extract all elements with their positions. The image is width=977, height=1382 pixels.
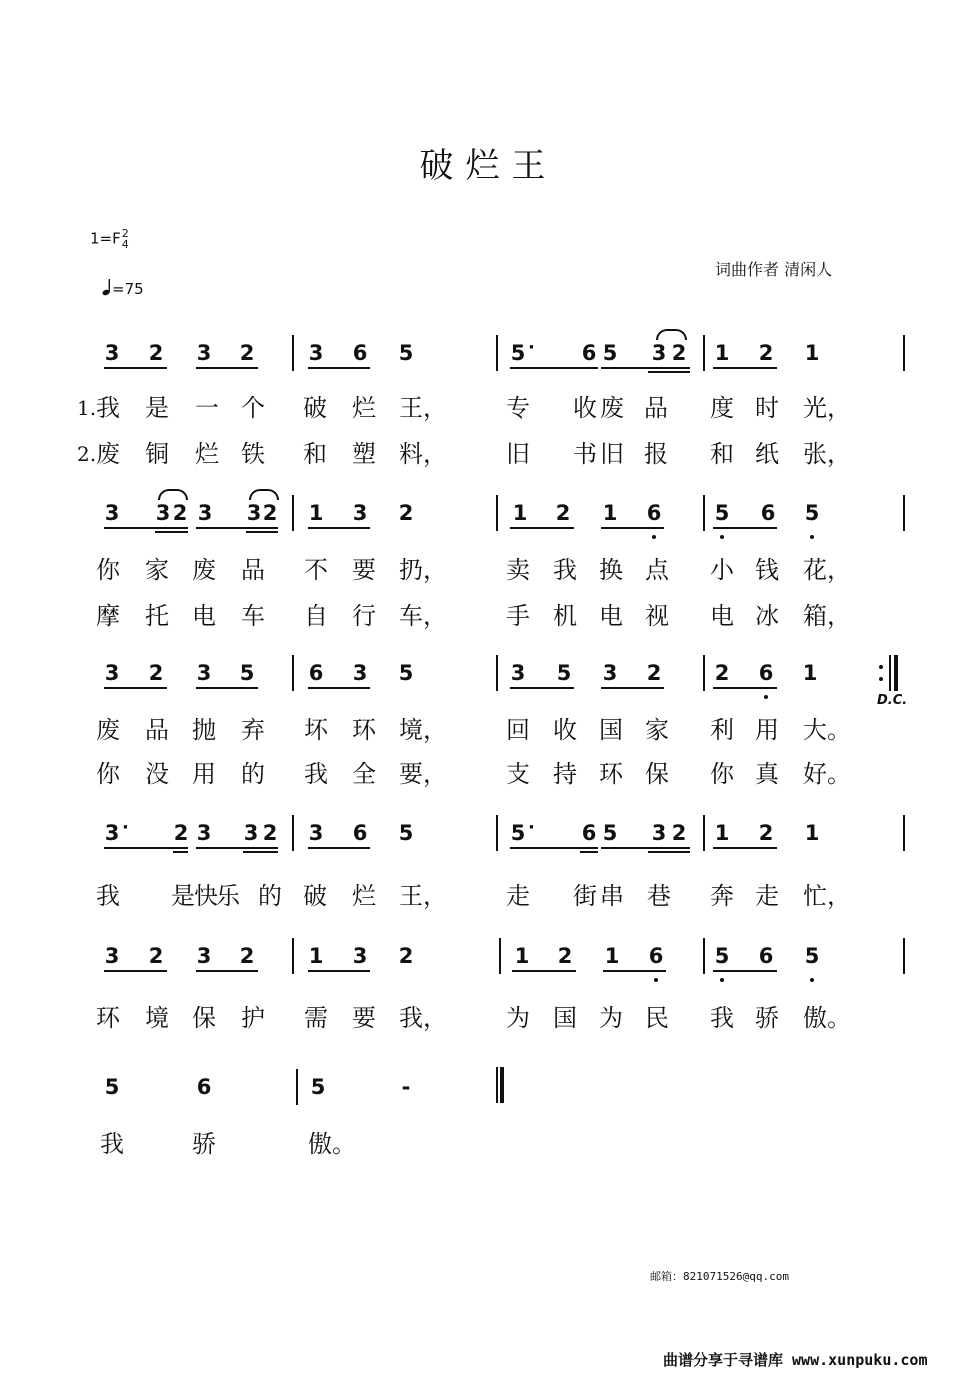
lyric-syllable: 自 xyxy=(304,602,328,630)
beam-line xyxy=(308,687,370,689)
lyric-syllable: 要 xyxy=(352,1004,376,1032)
lyric-syllable: 点 xyxy=(645,556,669,584)
lyric-syllable: 是 xyxy=(145,394,169,422)
email-contact: 邮箱：821071526@qq.com xyxy=(650,1270,789,1283)
sys4-note: 5 xyxy=(510,821,526,845)
sys2-note: 5 xyxy=(714,501,730,525)
lyric-syllable: 车 xyxy=(241,602,265,630)
bar-line xyxy=(703,495,705,531)
bar-line xyxy=(703,938,705,974)
lyric-syllable: 烂 xyxy=(195,440,219,468)
lyric-syllable: 国 xyxy=(599,716,623,744)
lyric-syllable: 光， xyxy=(803,394,851,422)
key-label: 1=F xyxy=(90,229,121,248)
low-octave-dot xyxy=(654,978,658,982)
bar-line xyxy=(903,938,905,974)
lyric-syllable: 支 xyxy=(506,760,530,788)
sys3-note: 3 xyxy=(104,661,120,685)
lyric-syllable: 保 xyxy=(192,1004,216,1032)
sys2-note: 2 xyxy=(262,501,278,525)
sys4-note: 3 xyxy=(196,821,212,845)
sys5-note: 2 xyxy=(557,944,573,968)
lyric-syllable: 扔， xyxy=(399,556,447,584)
bar-line xyxy=(703,335,705,371)
lyric-syllable: 和 xyxy=(303,440,327,468)
lyric-syllable: 好。 xyxy=(803,760,851,788)
sys1-note: 3 xyxy=(104,341,120,365)
beam-line xyxy=(308,970,370,972)
lyric-syllable: 铁 xyxy=(241,440,265,468)
sys5-note: 3 xyxy=(196,944,212,968)
beam-line xyxy=(104,687,167,689)
sys1-note: 3 xyxy=(196,341,212,365)
sys5-note: 2 xyxy=(398,944,414,968)
tie-arc xyxy=(249,489,279,500)
beam-line xyxy=(713,367,777,369)
sys5-note: 1 xyxy=(604,944,620,968)
lyric-syllable: 你 xyxy=(710,760,734,788)
beam-line xyxy=(510,847,598,849)
sys2-note: 5 xyxy=(804,501,820,525)
lyric-syllable: 箱， xyxy=(803,602,851,630)
lyric-syllable: 行 xyxy=(352,602,376,630)
lyric-syllable: 利 xyxy=(710,716,734,744)
lyric-syllable: 要 xyxy=(352,556,376,584)
sys1-note: 5 xyxy=(510,341,526,365)
beam-line xyxy=(196,847,278,849)
lyric-syllable: 环 xyxy=(352,716,376,744)
sys2-note: 1 xyxy=(602,501,618,525)
lyric-syllable: 全 xyxy=(352,760,376,788)
lyric-syllable: 托 xyxy=(145,602,169,630)
repeat-dot xyxy=(879,677,883,681)
beam-line-double xyxy=(173,851,188,853)
sys2-note: 3 xyxy=(104,501,120,525)
tie-arc xyxy=(158,489,188,500)
sys4-note: 3 xyxy=(243,821,259,845)
sys4-note: 6 xyxy=(352,821,368,845)
sys4-note: 3 xyxy=(308,821,324,845)
beam-line-double xyxy=(648,851,690,853)
low-octave-dot xyxy=(764,695,768,699)
lyric-syllable: 电 xyxy=(192,602,216,630)
lyric-syllable: 忙， xyxy=(803,882,851,910)
sys3-note: 5 xyxy=(556,661,572,685)
sys3-note: 2 xyxy=(148,661,164,685)
verse-number-2: 2. xyxy=(77,442,97,466)
beam-line xyxy=(603,970,666,972)
bar-line xyxy=(499,938,501,974)
lyric-syllable: 王， xyxy=(399,394,447,422)
sys2-note: 2 xyxy=(172,501,188,525)
sys3-note: 3 xyxy=(352,661,368,685)
sys4-note: 1 xyxy=(714,821,730,845)
sys4-note: 5 xyxy=(398,821,414,845)
beam-line xyxy=(308,847,370,849)
low-octave-dot xyxy=(720,978,724,982)
sys1-note: 2 xyxy=(148,341,164,365)
augmentation-dot: · xyxy=(122,817,129,838)
lyric-syllable: 旧 xyxy=(600,440,624,468)
lyric-syllable: 国 xyxy=(553,1004,577,1032)
sys2-note: 6 xyxy=(646,501,662,525)
sys5-note: 1 xyxy=(514,944,530,968)
beam-line xyxy=(510,367,598,369)
lyric-syllable: 摩 xyxy=(96,602,120,630)
beam-line xyxy=(601,847,690,849)
key-signature xyxy=(90,228,129,250)
sys4-note: 5 xyxy=(602,821,618,845)
lyric-syllable: 用 xyxy=(755,716,779,744)
sys6-note: 5 xyxy=(104,1075,120,1099)
beam-line-double xyxy=(246,531,278,533)
beam-line-double xyxy=(155,531,188,533)
beam-line xyxy=(510,527,574,529)
final-bar-thick xyxy=(500,1067,504,1103)
augmentation-dot: · xyxy=(528,817,535,838)
sys3-note: 3 xyxy=(602,661,618,685)
sys2-note: 2 xyxy=(555,501,571,525)
sys5-note: 6 xyxy=(648,944,664,968)
repeat-bar-thin xyxy=(889,655,891,691)
lyric-syllable: 我， xyxy=(399,1004,447,1032)
lyric-syllable: 为 xyxy=(506,1004,530,1032)
lyric-syllable: 品 xyxy=(145,716,169,744)
sys1-note: 1 xyxy=(714,341,730,365)
lyric-syllable: 大。 xyxy=(803,716,851,744)
lyric-syllable: 串 xyxy=(600,882,624,910)
beam-line xyxy=(601,687,664,689)
lyric-syllable: 骄 xyxy=(755,1004,779,1032)
sys2-note: 3 xyxy=(246,501,262,525)
lyric-syllable: 你 xyxy=(96,556,120,584)
lyric-syllable: 我 xyxy=(304,760,328,788)
sys5-note: 5 xyxy=(804,944,820,968)
sys3-note: 2 xyxy=(646,661,662,685)
lyric-syllable: 需 xyxy=(304,1004,328,1032)
lyric-syllable: 品 xyxy=(644,394,668,422)
sys1-note: 5 xyxy=(398,341,414,365)
lyric-syllable: 快 xyxy=(194,882,218,910)
lyric-syllable: 为 xyxy=(599,1004,623,1032)
sys5-note: 3 xyxy=(352,944,368,968)
sys5-note: 5 xyxy=(714,944,730,968)
lyric-syllable: 抛 xyxy=(192,716,216,744)
lyric-syllable: 卖 xyxy=(506,556,530,584)
beam-line xyxy=(196,527,278,529)
low-octave-dot xyxy=(810,535,814,539)
lyric-syllable: 机 xyxy=(553,602,577,630)
tempo-marking xyxy=(102,278,144,298)
lyric-syllable: 傲。 xyxy=(803,1004,851,1032)
sys5-note: 3 xyxy=(104,944,120,968)
sys6-note: - xyxy=(401,1075,411,1099)
lyric-syllable: 巷 xyxy=(647,882,671,910)
final-bar-thin xyxy=(496,1067,498,1103)
beam-line xyxy=(308,527,370,529)
lyric-syllable: 你 xyxy=(96,760,120,788)
sys2-note: 6 xyxy=(760,501,776,525)
sys5-note: 6 xyxy=(758,944,774,968)
verse-number-1: 1. xyxy=(77,396,97,420)
sys2-note: 2 xyxy=(398,501,414,525)
beam-line xyxy=(104,847,188,849)
lyric-syllable: 的 xyxy=(258,882,282,910)
sys5-note: 1 xyxy=(308,944,324,968)
beam-line xyxy=(104,527,188,529)
quarter-note-icon xyxy=(102,278,112,296)
beam-line-double xyxy=(243,851,278,853)
lyric-syllable: 民 xyxy=(645,1004,669,1032)
lyric-syllable: 境， xyxy=(399,716,447,744)
lyric-syllable: 品 xyxy=(241,556,265,584)
lyric-syllable: 没 xyxy=(145,760,169,788)
lyric-syllable: 走 xyxy=(506,882,530,910)
beam-line xyxy=(601,527,664,529)
lyric-syllable: 张， xyxy=(803,440,851,468)
beam-line xyxy=(104,367,167,369)
lyric-syllable: 废 xyxy=(192,556,216,584)
lyric-syllable: 家 xyxy=(145,556,169,584)
lyric-syllable: 境 xyxy=(145,1004,169,1032)
lyric-syllable: 用 xyxy=(192,760,216,788)
lyric-syllable: 骄 xyxy=(192,1130,216,1158)
sys3-note: 5 xyxy=(398,661,414,685)
lyric-syllable: 纸 xyxy=(755,440,779,468)
sys3-note: 3 xyxy=(510,661,526,685)
lyric-syllable: 铜 xyxy=(145,440,169,468)
beam-line xyxy=(104,970,167,972)
sys4-note: 3 xyxy=(651,821,667,845)
bar-line xyxy=(296,1069,298,1105)
lyric-syllable: 的 xyxy=(241,760,265,788)
lyric-syllable: 奔 xyxy=(710,882,734,910)
lyric-syllable: 护 xyxy=(241,1004,265,1032)
beam-line xyxy=(196,687,258,689)
lyric-syllable: 废 xyxy=(600,394,624,422)
sys5-note: 2 xyxy=(148,944,164,968)
song-title: 破烂王 xyxy=(419,146,558,186)
lyric-syllable: 烂 xyxy=(352,882,376,910)
lyric-syllable: 我 xyxy=(96,394,120,422)
beam-line xyxy=(713,527,777,529)
sys1-note: 5 xyxy=(602,341,618,365)
lyric-syllable: 书 xyxy=(573,440,597,468)
lyric-syllable: 视 xyxy=(645,602,669,630)
bar-line xyxy=(292,938,294,974)
low-octave-dot xyxy=(810,978,814,982)
lyric-syllable: 电 xyxy=(710,602,734,630)
lyric-syllable: 我 xyxy=(710,1004,734,1032)
beam-line-double xyxy=(580,851,598,853)
low-octave-dot xyxy=(720,535,724,539)
sys4-note: 2 xyxy=(671,821,687,845)
lyric-syllable: 个 xyxy=(241,394,265,422)
lyric-syllable: 要， xyxy=(399,760,447,788)
tempo-value: =75 xyxy=(112,280,144,298)
repeat-bar-thick xyxy=(894,655,898,691)
sys1-note: 2 xyxy=(671,341,687,365)
lyric-syllable: 走 xyxy=(755,882,779,910)
lyric-syllable: 持 xyxy=(553,760,577,788)
sys2-note: 1 xyxy=(308,501,324,525)
author-credit: 词曲作者 清闲人 xyxy=(715,260,833,279)
lyric-syllable: 度 xyxy=(710,394,734,422)
sys4-note: 2 xyxy=(262,821,278,845)
beam-line xyxy=(512,970,576,972)
lyric-syllable: 废 xyxy=(96,716,120,744)
beam-line xyxy=(196,970,258,972)
tie-arc xyxy=(656,329,687,340)
sys3-note: 1 xyxy=(802,661,818,685)
lyric-syllable: 弃 xyxy=(241,716,265,744)
lyric-syllable: 报 xyxy=(644,440,668,468)
beam-line xyxy=(196,367,258,369)
lyric-syllable: 不 xyxy=(304,556,328,584)
sys3-note: 2 xyxy=(714,661,730,685)
bar-line xyxy=(496,815,498,851)
sys4-note: 1 xyxy=(804,821,820,845)
bar-line xyxy=(292,655,294,691)
beam-line xyxy=(308,367,370,369)
sys4-note: 2 xyxy=(758,821,774,845)
lyric-syllable: 环 xyxy=(96,1004,120,1032)
sys3-note: 3 xyxy=(196,661,212,685)
sys2-note: 3 xyxy=(155,501,171,525)
sys6-note: 6 xyxy=(196,1075,212,1099)
beam-line xyxy=(713,970,777,972)
beam-line xyxy=(713,847,777,849)
repeat-dot xyxy=(879,665,883,669)
sys4-note: 6 xyxy=(581,821,597,845)
lyric-syllable: 专 xyxy=(506,394,530,422)
lyric-syllable: 破 xyxy=(303,882,327,910)
sys2-note: 3 xyxy=(352,501,368,525)
time-denominator: 4 xyxy=(121,238,129,251)
sys1-note: 6 xyxy=(581,341,597,365)
bar-line xyxy=(903,335,905,371)
lyric-syllable: 废 xyxy=(96,440,120,468)
bar-line xyxy=(292,335,294,371)
lyric-syllable: 街 xyxy=(573,882,597,910)
low-octave-dot xyxy=(652,535,656,539)
time-signature xyxy=(122,228,129,250)
time-numerator: 2 xyxy=(121,227,129,240)
lyric-syllable: 家 xyxy=(645,716,669,744)
lyric-syllable: 旧 xyxy=(506,440,530,468)
lyric-syllable: 时 xyxy=(755,394,779,422)
lyric-syllable: 我 xyxy=(100,1130,124,1158)
sys2-note: 3 xyxy=(197,501,213,525)
lyric-syllable: 我 xyxy=(96,882,120,910)
bar-line xyxy=(703,655,705,691)
lyric-syllable: 傲。 xyxy=(308,1130,356,1158)
sys4-note: 3 xyxy=(104,821,120,845)
bar-line xyxy=(903,495,905,531)
lyric-syllable: 王， xyxy=(399,882,447,910)
lyric-syllable: 破 xyxy=(303,394,327,422)
lyric-syllable: 花， xyxy=(803,556,851,584)
lyric-syllable: 小 xyxy=(710,556,734,584)
sys3-note: 5 xyxy=(239,661,255,685)
lyric-syllable: 一 xyxy=(195,394,219,422)
lyric-syllable: 坏 xyxy=(304,716,328,744)
lyric-syllable: 手 xyxy=(506,602,530,630)
lyric-syllable: 冰 xyxy=(755,602,779,630)
lyric-syllable: 收 xyxy=(573,394,597,422)
lyric-syllable: 换 xyxy=(599,556,623,584)
footer-credit: 曲谱分享于寻谱库 www.xunpuku.com xyxy=(663,1351,928,1369)
beam-line-double xyxy=(648,371,690,373)
lyric-syllable: 真 xyxy=(755,760,779,788)
bar-line xyxy=(496,655,498,691)
augmentation-dot: · xyxy=(528,337,535,358)
sys1-note: 2 xyxy=(758,341,774,365)
sys1-note: 6 xyxy=(352,341,368,365)
bar-line xyxy=(292,495,294,531)
bar-line xyxy=(292,815,294,851)
bar-line xyxy=(496,335,498,371)
lyric-syllable: 是 xyxy=(171,882,195,910)
lyric-syllable: 保 xyxy=(645,760,669,788)
lyric-syllable: 塑 xyxy=(352,440,376,468)
sys1-note: 3 xyxy=(308,341,324,365)
sys3-note: 6 xyxy=(308,661,324,685)
sys3-note: 6 xyxy=(758,661,774,685)
sys1-note: 2 xyxy=(239,341,255,365)
beam-line xyxy=(601,367,690,369)
sys4-note: 2 xyxy=(173,821,189,845)
bar-line xyxy=(703,815,705,851)
sys2-note: 1 xyxy=(512,501,528,525)
lyric-syllable: 回 xyxy=(506,716,530,744)
sys1-note: 3 xyxy=(651,341,667,365)
sys6-note: 5 xyxy=(310,1075,326,1099)
bar-line xyxy=(496,495,498,531)
lyric-syllable: 钱 xyxy=(755,556,779,584)
beam-line xyxy=(713,687,777,689)
lyric-syllable: 烂 xyxy=(352,394,376,422)
bar-line xyxy=(903,815,905,851)
lyric-syllable: 车， xyxy=(399,602,447,630)
dc-marking: D.C. xyxy=(877,693,908,708)
sys1-note: 1 xyxy=(804,341,820,365)
lyric-syllable: 环 xyxy=(599,760,623,788)
lyric-syllable: 电 xyxy=(599,602,623,630)
lyric-syllable: 乐 xyxy=(216,882,240,910)
beam-line xyxy=(510,687,574,689)
lyric-syllable: 我 xyxy=(553,556,577,584)
lyric-syllable: 和 xyxy=(710,440,734,468)
lyric-syllable: 料， xyxy=(399,440,447,468)
lyric-syllable: 收 xyxy=(553,716,577,744)
sys5-note: 2 xyxy=(239,944,255,968)
